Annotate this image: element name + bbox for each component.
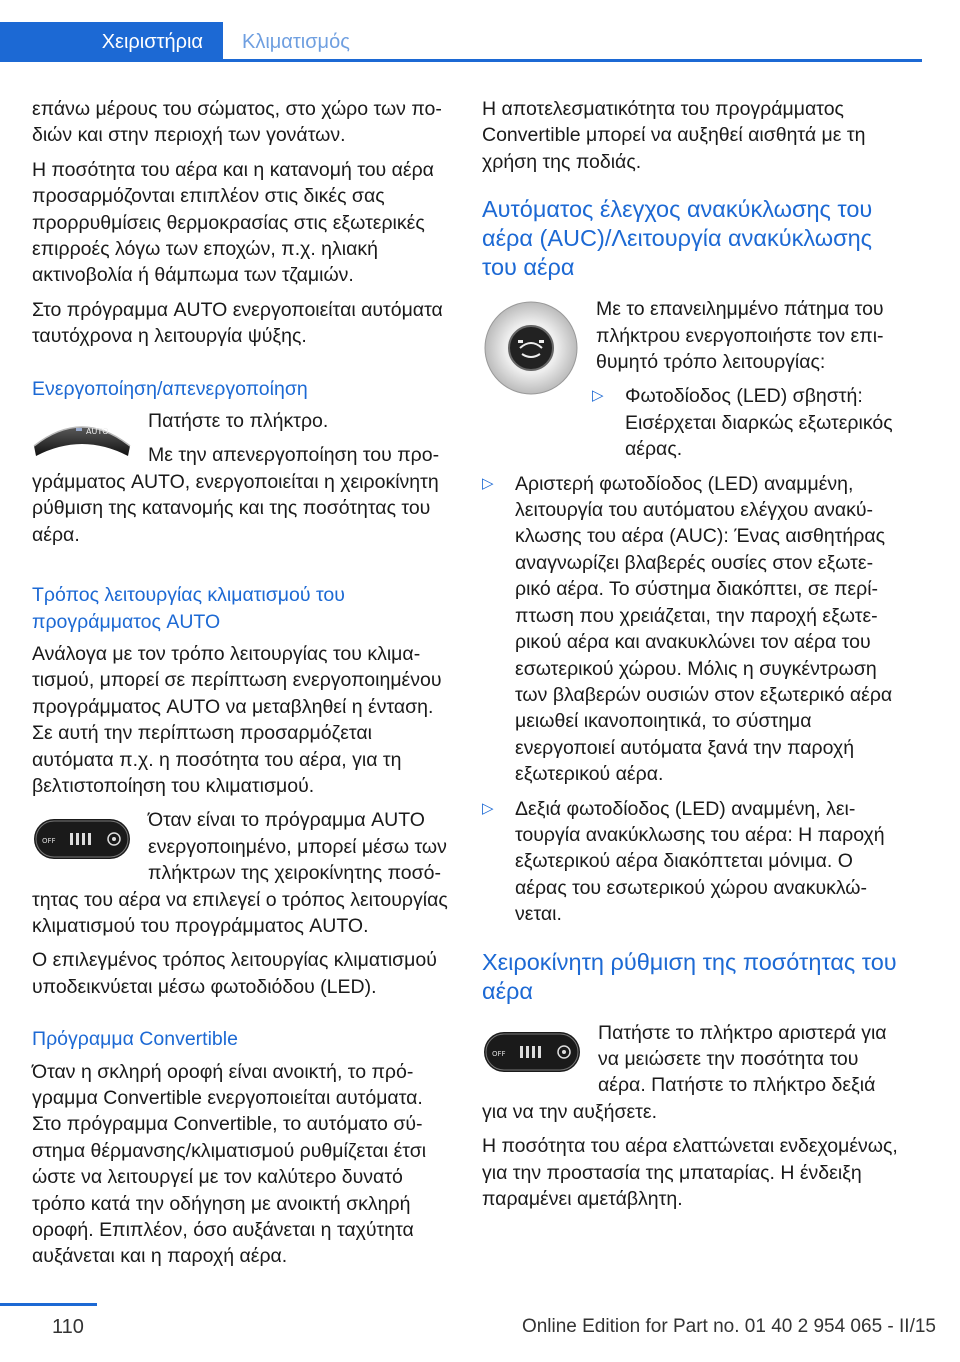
paragraph: Στο πρόγραμμα AUTO ενεργοποιείται αυτόματα ταυτόχρονα η λειτουργία ψύξης.	[32, 298, 443, 348]
air-quantity-button-image-2	[482, 1024, 582, 1080]
auto-button-image	[32, 412, 132, 462]
heading-convertible: Πρόγραμμα Convertible	[32, 1028, 238, 1051]
paragraph: επάνω μέρους του σώματος, στο χώρο των ποδιών και στην περιοχή των γονάτων.	[32, 98, 442, 147]
right-column	[482, 96, 902, 1220]
recirculation-button-image	[482, 300, 580, 396]
footer-rule	[0, 1303, 97, 1306]
heading-manual-air: Χειροκίνητη ρύθμιση της ποσότητας του αέρα	[482, 948, 897, 1004]
paragraph: Πατήστε το πλήκτρο.	[148, 410, 329, 433]
option-list-inner	[592, 383, 902, 462]
auto-key-text: AUTO	[86, 427, 109, 437]
tab-climate[interactable]	[223, 22, 350, 62]
paragraph: Ανάλογα με τον τρόπο λειτουργίας του κλιματισμού, μπορεί σε περίπτωση ενεργοποιημένου προγράμματος AUTO να μεταβληθεί η ένταση. Σε αυτή την περίπτωση προσαρμόζεται αυτόματα π.χ. η ποσότητα του αέρα, για τη βελτιστοποίηση του κλιματισμού.	[32, 642, 442, 797]
heading-activation: Ενεργοποίηση/απενεργοποίηση	[32, 377, 308, 400]
option-list	[482, 471, 902, 928]
heading-auto-mode: Τρόπος λειτουργίας κλιματισμού του προγράμματος AUTO	[32, 584, 345, 633]
header-divider	[223, 59, 922, 62]
paragraph: Η ποσότητα του αέρα ελαττώνεται ενδεχομένως, για την προστασία της μπαταρίας. Η ένδειξη παραμένει αμετάβλητη.	[482, 1135, 898, 1210]
paragraph: Όταν είναι το πρόγραμμα AUTO ενεργοποιημένο, μπορεί μέσω των πλήκτρων της χειροκίνητης ποσότητας του αέρα να επιλεγεί ο τρόπος λειτουργίας κλιματισμού του προγράμματος AUTO.	[32, 809, 448, 937]
air-quantity-button-image	[32, 811, 132, 867]
header-tabs	[0, 22, 922, 62]
list-item: ▷ Αριστερή φωτοδίοδος (LED) αναμμένη, λειτουργία του αυτόματου ελέγχου ανακύκλωσης του αέρα (AUC): Ένας αισθητήρας αναγνωρίζει βλαβερές ουσίες στον εξωτερικό αέρα. Το σύστημα διακόπτει, σε περίπτωση που χρειάζεται, την παροχή εξωτερικού αέρα και ανακυκλώνει τον αέρα του εσωτερικού χώρου. Μόλις η συγκέντρωση των βλαβερών ουσιών στον εξωτερικό αέρα μειωθεί ικανοποιητικά, το σύστημα ενεργοποιεί αυτόματα ξανά την παροχή εξωτερικού αέρα.	[482, 472, 893, 786]
air-quantity-key-icon	[32, 811, 132, 867]
paragraph: Ο επιλεγμένος τρόπος λειτουργίας κλιματισμού υποδεικνύεται μέσω φωτοδιόδου (LED).	[32, 949, 437, 998]
paragraph: Πατήστε το πλήκτρο αριστερά για να μειώσετε την ποσότητα του αέρα. Πατήστε το πλήκτρο δεξιά για να την αυξήσετε.	[482, 1021, 887, 1123]
tab-controls-label: Χειριστήρια	[101, 31, 203, 53]
bullet-icon: ▷	[592, 387, 604, 405]
recirculation-key-icon	[482, 300, 580, 396]
bullet-icon: ▷	[482, 799, 494, 817]
edition-note: Online Edition for Part no. 01 40 2 954 065 - II/15	[521, 1316, 936, 1337]
page-number: 110	[52, 1316, 84, 1338]
off-label: OFF	[42, 837, 56, 846]
paragraph: Όταν η σκληρή οροφή είναι ανοικτή, το πρόγραμμα Convertible ενεργοποιείται αυτόματα. Στο πρόγραμμα Convertible, το αυτόματο σύστημα θέρμανσης/κλιματισμού ρυθμίζεται έτσι ώστε να λειτουργεί με τον καλύτερο δυνατό τρόπο κατά την οδήγηση με ανοικτή σκληρή οροφή. Επιπλέον, όσο αυξάνεται η ταχύτητα αυξάνεται και η παροχή αέρα.	[32, 1060, 427, 1268]
air-quantity-key-icon	[482, 1024, 582, 1080]
off-label: OFF	[492, 1049, 506, 1058]
auto-key-icon	[32, 412, 132, 462]
paragraph: Με την απενεργοποίηση του προγράμματος AUTO, ενεργοποιείται η χειροκίνητη ρύθμιση της κατανομής και της ποσότητας του αέρα.	[32, 444, 440, 546]
tab-climate-label: Κλιματισμός	[242, 31, 350, 53]
paragraph: Η αποτελεσματικότητα του προγράμματος Convertible μπορεί να αυξηθεί αισθητά με τη χρήση της ποδιάς.	[482, 98, 866, 173]
list-item: ▷ Δεξιά φωτοδίοδος (LED) αναμμένη, λειτουργία ανακύκλωσης του αέρα: Η παροχή εξωτερικού αέρα διακόπτεται μόνιμα. Ο αέρας του εσωτερικού χώρου ανακυκλώνεται.	[482, 797, 885, 926]
bullet-icon: ▷	[482, 474, 494, 492]
paragraph: Με το επανειλημμένο πάτημα του πλήκτρου ενεργοποιήστε τον επιθυμητό τρόπο λειτουργίας:	[596, 298, 884, 374]
list-item: ▷ Φωτοδίοδος (LED) σβηστή: Εισέρχεται διαρκώς εξωτερικός αέρας.	[592, 385, 893, 461]
paragraph: Η ποσότητα του αέρα και η κατανομή του αέρα προσαρμόζονται επιπλέον στις δικές σας προρρυθμίσεις θερμοκρασίας στις εξωτερικές επιρροές λόγω των εποχών, π.χ. ηλιακή ακτινοβολία ή θάμπωμα των τζαμιών.	[32, 158, 434, 287]
tab-controls[interactable]	[0, 22, 223, 62]
heading-auc: Αυτόματος έλεγχος ανακύκλωσης του αέρα (AUC)/Λειτουργία ανακύκλωσης του αέρα	[482, 196, 873, 281]
left-column	[32, 96, 450, 1278]
